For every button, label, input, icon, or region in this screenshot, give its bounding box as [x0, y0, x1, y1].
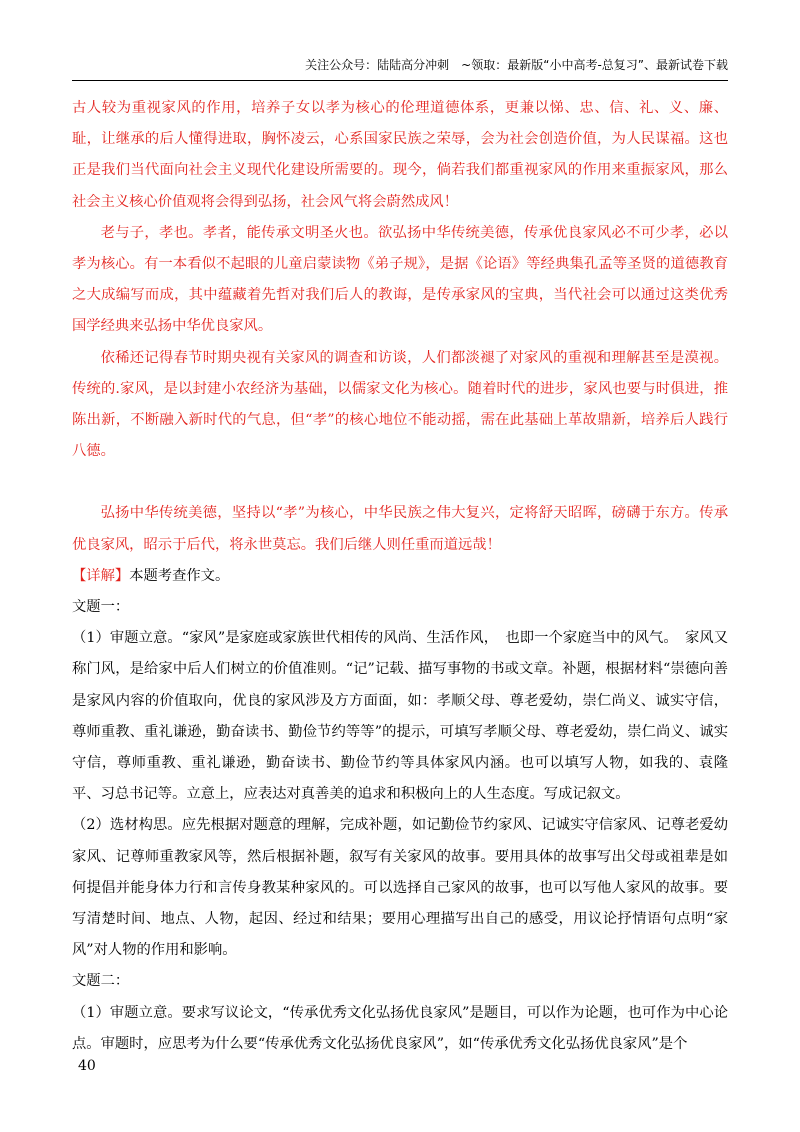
page-number: 40 — [78, 1058, 96, 1074]
page-header: 关注公众号：陆陆高分冲刺 ~领取：最新版“小中高考-总复习”、最新试卷下载 — [305, 58, 728, 72]
essay-paragraph-2: 老与子，孝也。孝者，能传承文明圣火也。欲弘扬中华传统美德，传承优良家风必不可少孝，必以孝为核心。有一本看似不起眼的儿童启蒙读物《弟子规》，是据《论语》等经典集孔孟等圣贤的道德教育之大成编写而成，其中蕴藏着先哲对我们后人的教诲，是传承家风的宝典，当代社会可以通过这类优秀国学经典来弘扬中华优良家风。 — [72, 224, 728, 335]
topic1-heading: 文题一： — [72, 599, 130, 616]
essay-paragraph-1: 古人较为重视家风的作用，培养子女以孝为核心的伦理道德体系，更兼以悌、忠、信、礼、义、廉、耻，让继承的后人懂得进取，胸怀凌云，心系国家民族之荣辱，会为社会创造价值，为人民谋福。这也正是我们当代面向社会主义现代化建设所需要的。现今，倘若我们都重视家风的作用来重振家风，那么社会主义核心价值观将会得到弘扬，社会风气将会蔚然成风！ — [72, 100, 728, 210]
topic1-paragraph-2: （2）选材构思。应先根据对题意的理解，完成补题，如记勤俭节约家风、记诚实守信家风、记尊老爱幼家风、记尊师重教家风等，然后根据补题，叙写有关家风的故事。要用具体的故事写出父母或祖辈是如何提倡并能身体力行和言传身教某种家风的。可以选择自己家风的故事，也可以写他人家风的故事。要写清楚时间、地点、人物，起因、经过和结果；要用心理描写出自己的感受，用议论抒情语句点明“家风”对人物的作用和影响。 — [72, 817, 728, 959]
essay-paragraph-4: 弘扬中华传统美德，坚持以“孝”为核心，中华民族之伟大复兴，定将舒天昭晖，磅礴于东方。传承优良家风，昭示于后代，将永世莫忘。我们后继人则任重而道远哉！ — [72, 505, 728, 553]
essay-paragraph-3: 依稀还记得春节时期央视有关家风的调查和访谈，人们都淡褪了对家风的重视和理解甚至是漠视。传统的.家风，是以封建小农经济为基础，以儒家文化为核心。随着时代的进步，家风也要与时俱进，推陈出新，不断融入新时代的气息，但“孝”的核心地位不能动摇，需在此基础上革故鼎新，培养后人践行八德。 — [72, 349, 728, 460]
topic2-paragraph-1: （1）审题立意。要求写议论文，“传承优秀文化弘扬优良家风”是题目，可以作为论题，也可作为中心论点。审题时，应思考为什么要“传承优秀文化弘扬优良家风”，如“传承优秀文化弘扬优良家风”是个 — [72, 1004, 728, 1052]
analysis-label: 【详解】 — [72, 567, 130, 584]
header-divider — [72, 80, 728, 81]
topic1-paragraph-1: （1）审题立意。“家风”是家庭或家族世代相传的风尚、生活作风， 也即一个家庭当中的风气。 家风又称门风，是给家中后人们树立的价值准则。“记”记载、描写事物的书或文章。补题，根据材料“崇德向善是家风内容的价值取向，优良的家风涉及方方面面，如：孝顺父母、尊老爱幼，崇仁尚义、诚实守信，尊师重教、重礼谦逊，勤奋读书、勤俭节约等等”的提示，可填写孝顺父母、尊老爱幼，崇仁尚义、诚实守信，尊师重教、重礼谦逊，勤奋读书、勤俭节约等具体家风内涵。也可以填写人物，如我的、袁隆平、习总书记等。立意上，应表达对真善美的追求和积极向上的人生态度。写成记叙文。 — [72, 630, 728, 803]
analysis-intro — [72, 561, 728, 592]
page-content — [72, 93, 728, 1060]
topic2-heading: 文题二： — [72, 973, 130, 990]
analysis-intro-text: 本题考查作文。 — [129, 567, 230, 584]
paragraph-gap — [72, 467, 728, 498]
